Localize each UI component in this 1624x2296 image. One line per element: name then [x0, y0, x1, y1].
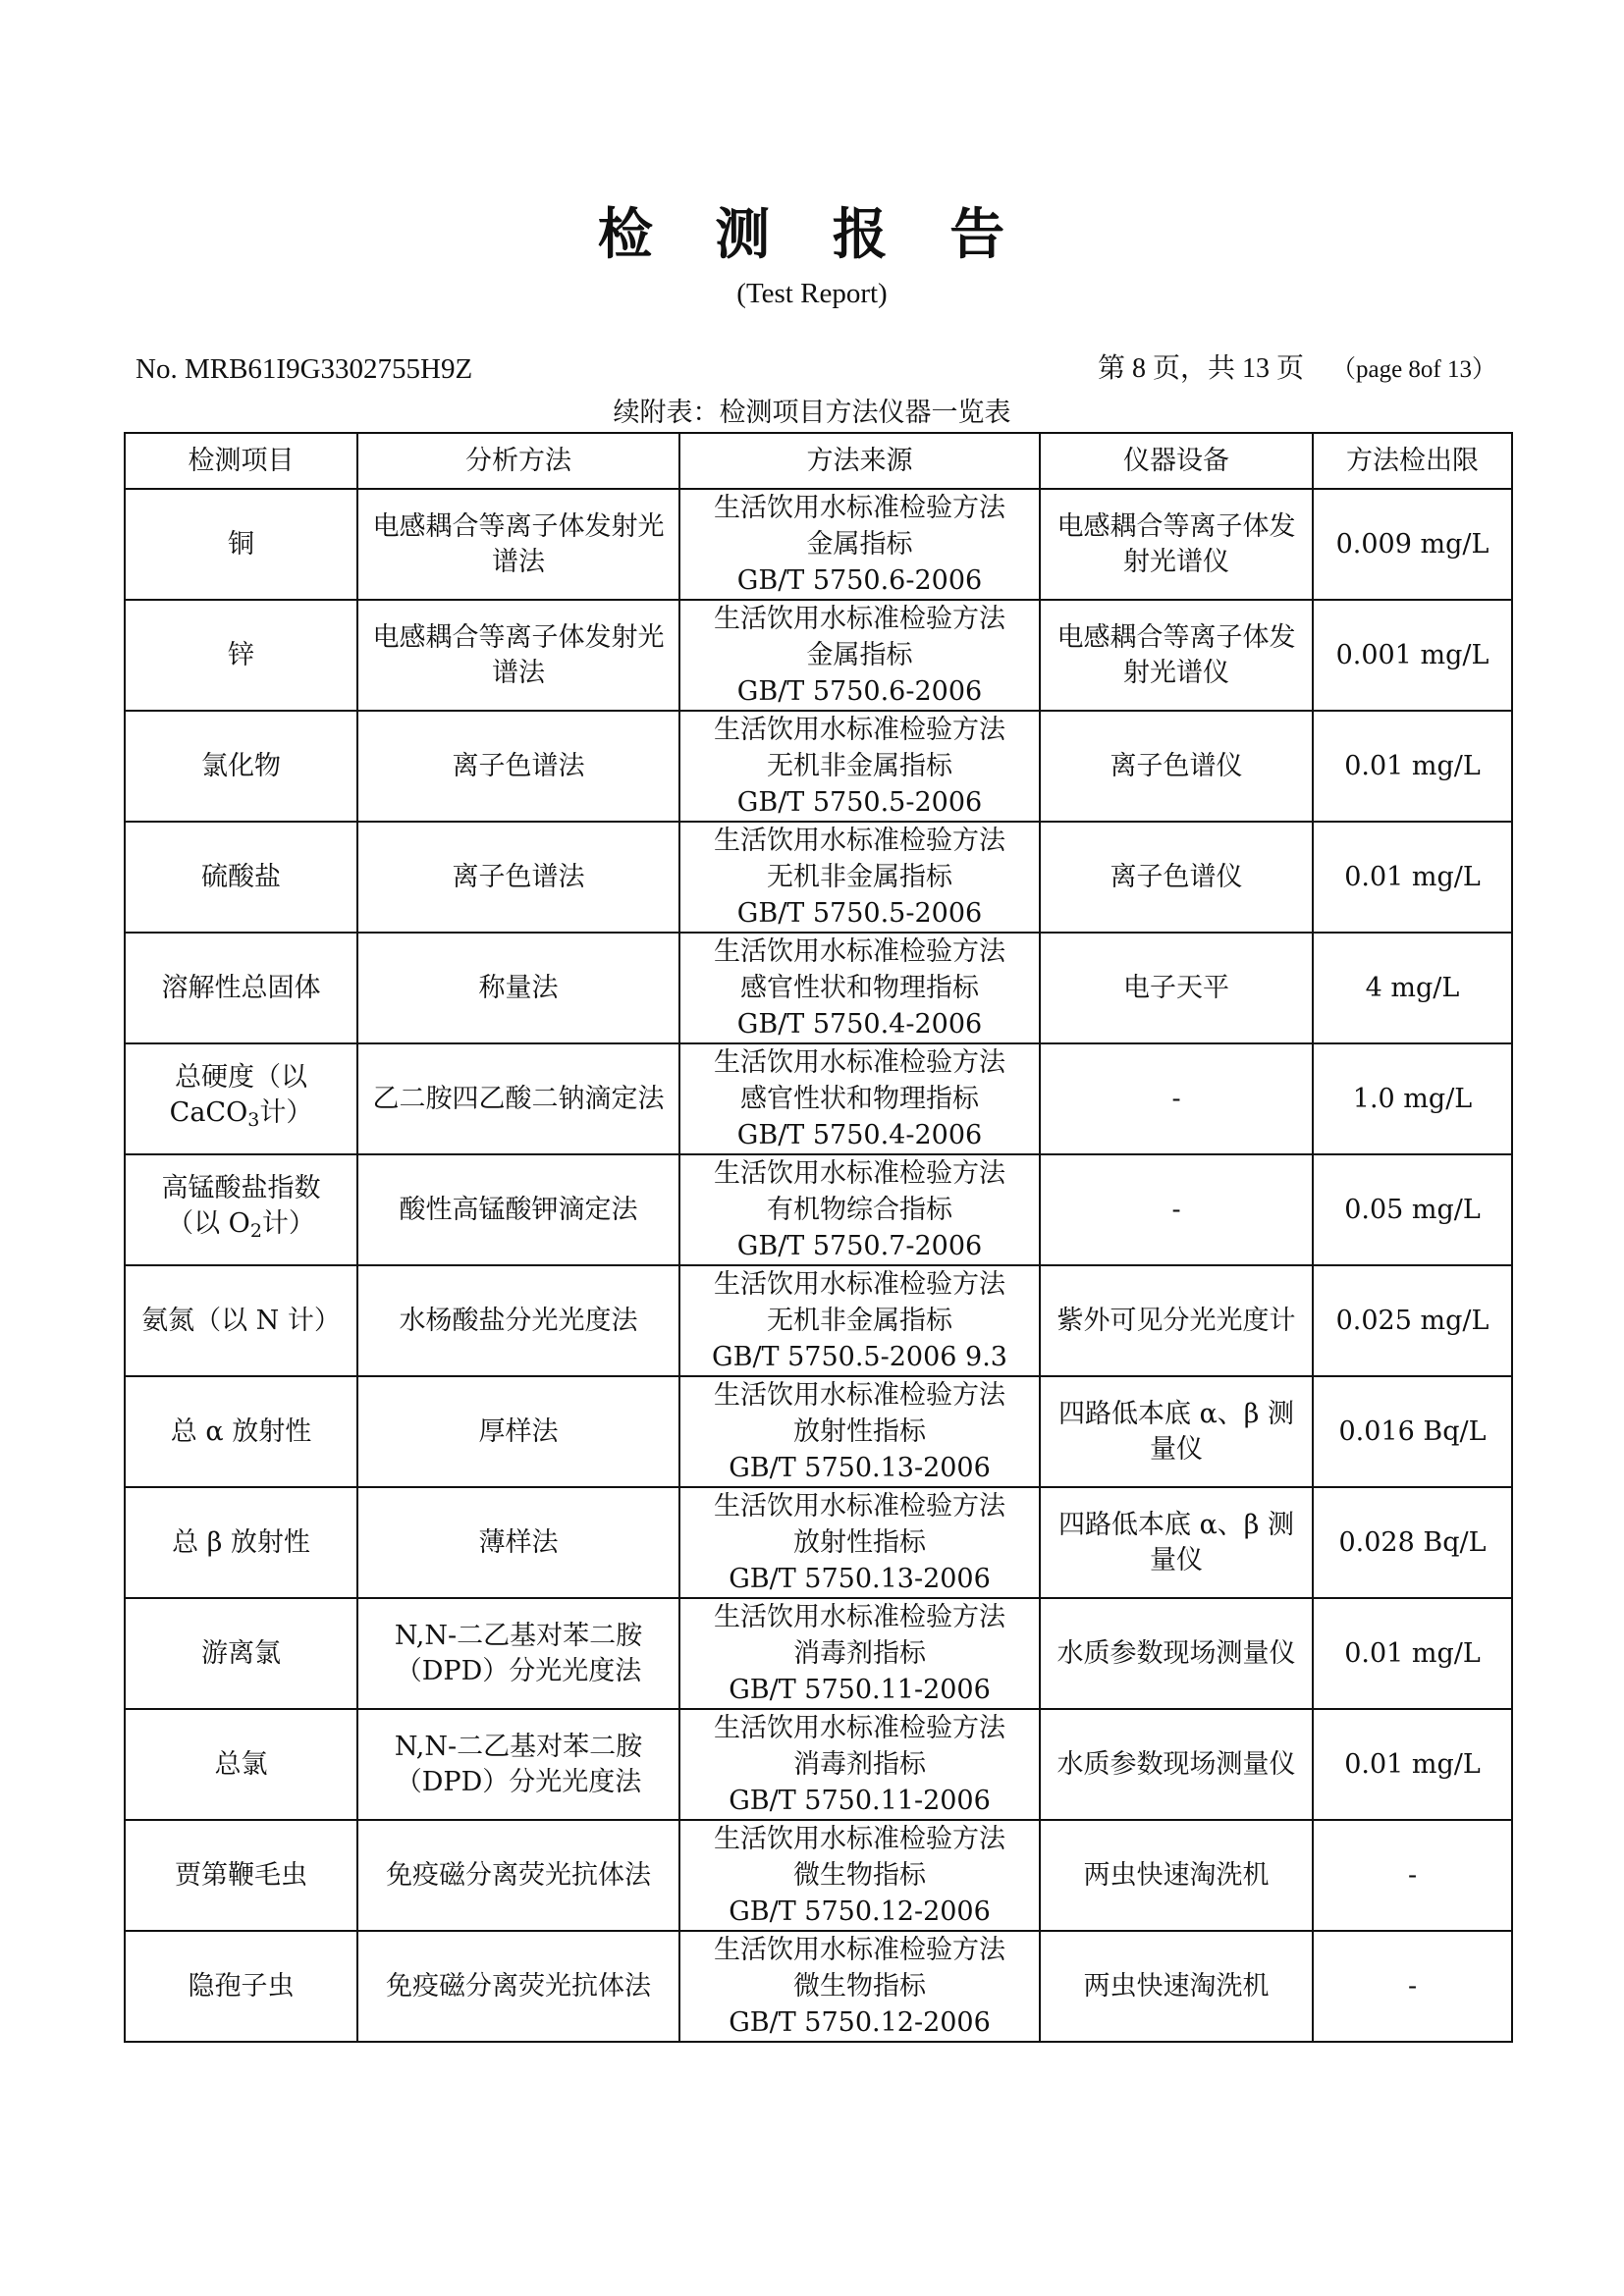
cell-item: 总氯 [125, 1709, 357, 1820]
cell-method: 称量法 [357, 933, 679, 1043]
cell-method: 离子色谱法 [357, 822, 679, 933]
cell-source-line-2: 有机物综合指标 [767, 1195, 952, 1225]
cell-source [679, 822, 1040, 933]
cell-source-line-2: 金属指标 [806, 640, 913, 670]
cell-item: 氯化物 [125, 711, 357, 822]
cell-source [679, 1931, 1040, 2042]
table-row [125, 1709, 1512, 1820]
cell-source-line-3: GB/T 5750.13-2006 [729, 1453, 991, 1483]
cell-item [125, 1043, 357, 1154]
cell-item-part-c: 计） [261, 1208, 315, 1239]
cell-source [679, 1709, 1040, 1820]
page-indicator-en: （page 8of 13） [1330, 356, 1496, 383]
cell-limit: 0.001 mg/L [1313, 600, 1512, 711]
cell-source-line-1: 生活饮用水标准检验方法 [714, 826, 1005, 856]
cell-source-line-3: GB/T 5750.4-2006 [736, 1009, 983, 1040]
cell-source-line-3: GB/T 5750.6-2006 [736, 565, 983, 596]
cell-limit: 0.028 Bq/L [1313, 1487, 1512, 1598]
cell-source [679, 711, 1040, 822]
cell-source [679, 1043, 1040, 1154]
col-header-item: 检测项目 [125, 433, 357, 489]
col-header-source: 方法来源 [679, 433, 1040, 489]
table-row [125, 822, 1512, 933]
cell-source-line-1: 生活饮用水标准检验方法 [714, 1047, 1005, 1078]
cell-source [679, 1598, 1040, 1709]
cell-limit: 1.0 mg/L [1313, 1043, 1512, 1154]
cell-source-line-3: GB/T 5750.5-2006 9.3 [712, 1342, 1007, 1372]
table-row [125, 489, 1512, 600]
cell-instrument: 紫外可见分光光度计 [1040, 1265, 1313, 1376]
cell-source-line-2: 无机非金属指标 [767, 1306, 952, 1336]
cell-item: 总 α 放射性 [125, 1376, 357, 1487]
cell-source-line-1: 生活饮用水标准检验方法 [714, 1158, 1005, 1189]
cell-item-part-a: 总硬度（以 [175, 1062, 307, 1093]
cell-item-part-b: CaCO [169, 1097, 248, 1128]
cell-source-line-2: 微生物指标 [793, 1860, 926, 1891]
cell-source-line-1: 生活饮用水标准检验方法 [714, 604, 1005, 634]
cell-instrument: 水质参数现场测量仪 [1040, 1598, 1313, 1709]
cell-source-line-2: 无机非金属指标 [767, 862, 952, 892]
cell-source [679, 1487, 1040, 1598]
col-header-limit: 方法检出限 [1313, 433, 1512, 489]
cell-limit: 0.01 mg/L [1313, 1709, 1512, 1820]
cell-method: 薄样法 [357, 1487, 679, 1598]
cell-source-line-2: 微生物指标 [793, 1971, 926, 2002]
cell-source-line-3: GB/T 5750.5-2006 [736, 898, 983, 929]
cell-source-line-3: GB/T 5750.6-2006 [736, 676, 983, 707]
cell-source-line-2: 感官性状和物理指标 [740, 973, 979, 1003]
cell-source-line-2: 消毒剂指标 [793, 1638, 926, 1669]
cell-method: 离子色谱法 [357, 711, 679, 822]
table-row [125, 1265, 1512, 1376]
cell-source-line-1: 生活饮用水标准检验方法 [714, 715, 1005, 745]
cell-item: 溶解性总固体 [125, 933, 357, 1043]
table-row [125, 1376, 1512, 1487]
table-body [125, 489, 1512, 2042]
cell-limit: 0.01 mg/L [1313, 1598, 1512, 1709]
table-row [125, 1820, 1512, 1931]
cell-source-line-1: 生活饮用水标准检验方法 [714, 1602, 1005, 1632]
cell-source-line-2: 无机非金属指标 [767, 751, 952, 781]
cell-item: 锌 [125, 600, 357, 711]
cell-item: 总 β 放射性 [125, 1487, 357, 1598]
cell-source [679, 489, 1040, 600]
cell-item-subscript: 2 [249, 1220, 262, 1242]
cell-source [679, 1376, 1040, 1487]
table-row [125, 1487, 1512, 1598]
cell-item: 贾第鞭毛虫 [125, 1820, 357, 1931]
cell-instrument: 四路低本底 α、β 测量仪 [1040, 1376, 1313, 1487]
page-subtitle: (Test Report) [736, 278, 888, 309]
table-row [125, 1043, 1512, 1154]
cell-source-line-1: 生活饮用水标准检验方法 [714, 493, 1005, 523]
cell-source-line-3: GB/T 5750.13-2006 [729, 1564, 991, 1594]
cell-source [679, 600, 1040, 711]
cell-instrument: - [1040, 1154, 1313, 1265]
page-indicator [1098, 351, 1496, 388]
table-row [125, 1931, 1512, 2042]
cell-method: 乙二胺四乙酸二钠滴定法 [357, 1043, 679, 1154]
cell-method: 电感耦合等离子体发射光谱法 [357, 600, 679, 711]
cell-source-line-3: GB/T 5750.11-2006 [729, 1786, 991, 1816]
cell-instrument: 水质参数现场测量仪 [1040, 1709, 1313, 1820]
cell-item: 硫酸盐 [125, 822, 357, 933]
cell-instrument: 电子天平 [1040, 933, 1313, 1043]
cell-source-line-1: 生活饮用水标准检验方法 [714, 1935, 1005, 1965]
cell-source-line-2: 感官性状和物理指标 [740, 1084, 979, 1114]
table-header-row [125, 433, 1512, 489]
cell-source [679, 933, 1040, 1043]
table-row [125, 933, 1512, 1043]
cell-limit: - [1313, 1931, 1512, 2042]
cell-item-subscript: 3 [247, 1109, 260, 1131]
col-header-method: 分析方法 [357, 433, 679, 489]
cell-instrument: 离子色谱仪 [1040, 822, 1313, 933]
cell-source-line-1: 生活饮用水标准检验方法 [714, 1713, 1005, 1743]
cell-instrument: 离子色谱仪 [1040, 711, 1313, 822]
cell-source-line-1: 生活饮用水标准检验方法 [714, 1269, 1005, 1300]
cell-instrument: 电感耦合等离子体发射光谱仪 [1040, 600, 1313, 711]
cell-source-line-3: GB/T 5750.12-2006 [729, 1896, 991, 1927]
cell-source [679, 1820, 1040, 1931]
cell-method: N,N-二乙基对苯二胺（DPD）分光光度法 [357, 1598, 679, 1709]
table-row [125, 1154, 1512, 1265]
page-title: 检 测 报 告 [597, 203, 1027, 267]
cell-source-line-3: GB/T 5750.11-2006 [729, 1675, 991, 1705]
page-indicator-cn: 第 8 页，共 13 页 [1097, 353, 1304, 384]
table-caption: 续附表：检测项目方法仪器一览表 [613, 398, 1011, 428]
cell-source-line-3: GB/T 5750.7-2006 [736, 1231, 983, 1261]
cell-item: 铜 [125, 489, 357, 600]
cell-item: 氨氮（以 N 计） [125, 1265, 357, 1376]
cell-instrument: - [1040, 1043, 1313, 1154]
cell-limit: 0.025 mg/L [1313, 1265, 1512, 1376]
table-row [125, 600, 1512, 711]
cell-source-line-1: 生活饮用水标准检验方法 [714, 1491, 1005, 1522]
cell-method: N,N-二乙基对苯二胺（DPD）分光光度法 [357, 1709, 679, 1820]
cell-limit: 0.05 mg/L [1313, 1154, 1512, 1265]
cell-limit: 0.01 mg/L [1313, 822, 1512, 933]
cell-source-line-1: 生活饮用水标准检验方法 [714, 1380, 1005, 1411]
table-row [125, 1598, 1512, 1709]
report-number: No. MRB61I9G3302755H9Z [135, 353, 473, 385]
cell-source-line-3: GB/T 5750.12-2006 [729, 2007, 991, 2038]
cell-source-line-2: 放射性指标 [793, 1527, 926, 1558]
cell-method: 酸性高锰酸钾滴定法 [357, 1154, 679, 1265]
cell-method: 免疫磁分离荧光抗体法 [357, 1931, 679, 2042]
cell-instrument: 电感耦合等离子体发射光谱仪 [1040, 489, 1313, 600]
cell-source [679, 1265, 1040, 1376]
cell-instrument: 四路低本底 α、β 测量仪 [1040, 1487, 1313, 1598]
col-header-instrument: 仪器设备 [1040, 433, 1313, 489]
cell-source-line-1: 生活饮用水标准检验方法 [714, 936, 1005, 967]
cell-limit: 0.016 Bq/L [1313, 1376, 1512, 1487]
table-row [125, 711, 1512, 822]
cell-source-line-2: 消毒剂指标 [793, 1749, 926, 1780]
cell-source-line-3: GB/T 5750.4-2006 [736, 1120, 983, 1150]
cell-source-line-2: 放射性指标 [793, 1416, 926, 1447]
cell-method: 水杨酸盐分光光度法 [357, 1265, 679, 1376]
cell-item-part-c: 计） [259, 1097, 313, 1128]
cell-instrument: 两虫快速淘洗机 [1040, 1931, 1313, 2042]
cell-item [125, 1154, 357, 1265]
cell-item-part-a: 高锰酸盐指数 [161, 1173, 321, 1203]
cell-item: 隐孢子虫 [125, 1931, 357, 2042]
cell-method: 免疫磁分离荧光抗体法 [357, 1820, 679, 1931]
cell-source-line-2: 金属指标 [806, 529, 913, 560]
cell-instrument: 两虫快速淘洗机 [1040, 1820, 1313, 1931]
cell-limit: - [1313, 1820, 1512, 1931]
cell-limit: 0.009 mg/L [1313, 489, 1512, 600]
cell-limit: 4 mg/L [1313, 933, 1512, 1043]
cell-method: 电感耦合等离子体发射光谱法 [357, 489, 679, 600]
cell-source-line-3: GB/T 5750.5-2006 [736, 787, 983, 818]
cell-source [679, 1154, 1040, 1265]
cell-method: 厚样法 [357, 1376, 679, 1487]
cell-limit: 0.01 mg/L [1313, 711, 1512, 822]
cell-item: 游离氯 [125, 1598, 357, 1709]
cell-source-line-1: 生活饮用水标准检验方法 [714, 1824, 1005, 1854]
cell-item-part-b: （以 O [167, 1208, 250, 1239]
method-table [124, 432, 1513, 2043]
